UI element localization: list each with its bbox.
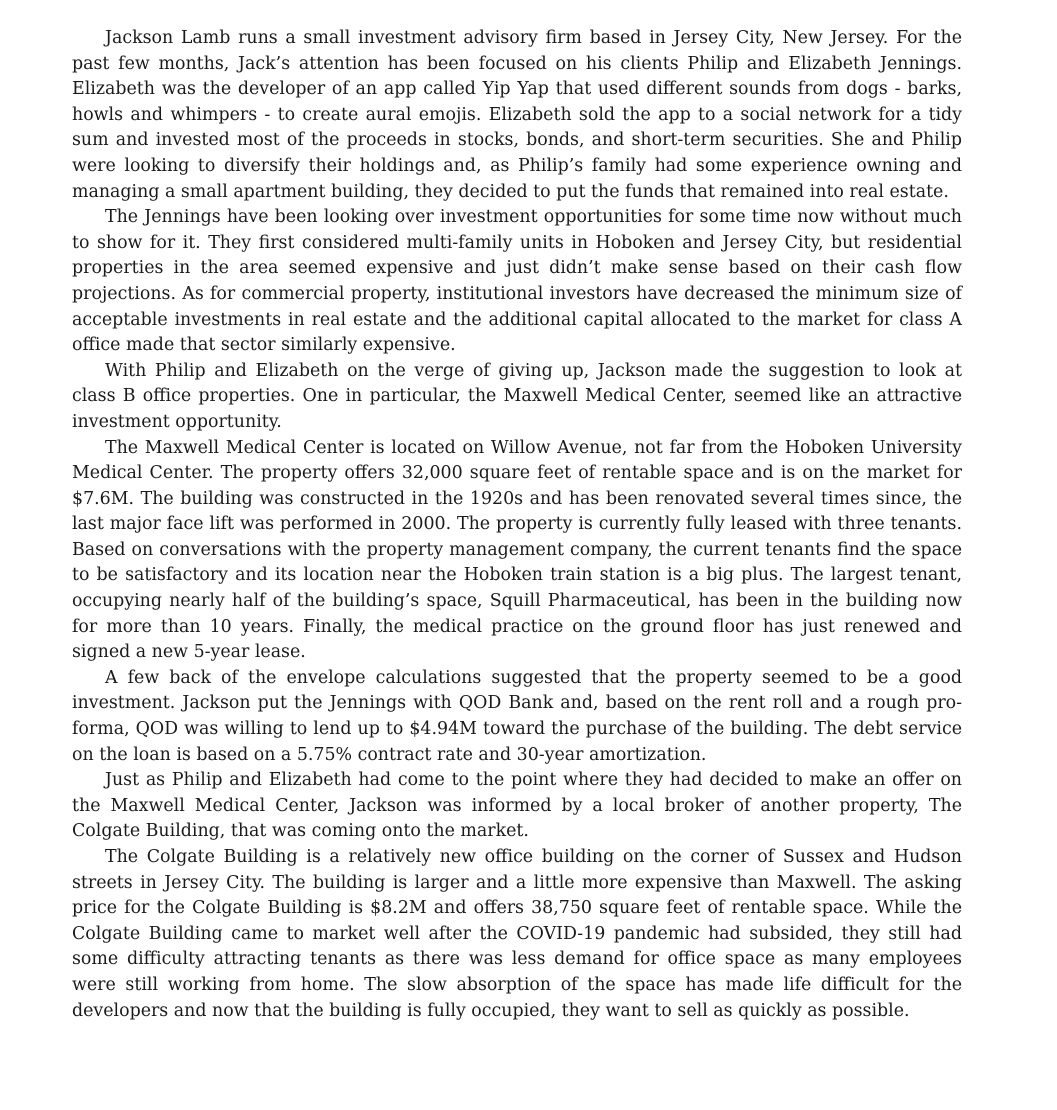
paragraph: A few back of the envelope calculations suggested that the property seemed to be a good investment. Jackson put the Jennings with QOD Bank and, based on the rent roll and a rough pro-forma, QOD was willing to lend up to $4.94M toward the purchase of the building. The debt service on the loan is based on a 5.75% contract rate and 30-year amortization. (72, 667, 962, 765)
paragraph: Just as Philip and Elizabeth had come to the point where they had decided to make an offer on the Maxwell Medical Center, Jackson was informed by a local broker of another property, The Colgate Building, that was coming onto the market. (72, 770, 962, 842)
paragraph: The Jennings have been looking over investment opportunities for some time now without much to show for it. They first considered multi-family units in Hoboken and Jersey City, but residential properties in the area seemed expensive and just didn’t make sense based on their cash flow projections. As for commercial property, institutional investors have decreased the minimum size of acceptable investments in real estate and the additional capital allocated to the market for class A office made that sector similarly expensive. (72, 207, 962, 356)
paragraph: Jackson Lamb runs a small investment advisory firm based in Jersey City, New Jersey. For the past few months, Jack’s attention has been focused on his clients Philip and Elizabeth Jennings. Elizabeth was the developer of an app called Yip Yap that used different sounds from dogs - barks, howls and whimpers - to create aural emojis. Elizabeth sold the app to a social network for a tidy sum and invested most of the proceeds in stocks, bonds, and short-term securities. She and Philip were looking to diversify their holdings and, as Philip’s family had some experience owning and managing a small apartment building, they decided to put the funds that remained into real estate. (72, 28, 962, 202)
paragraph: With Philip and Elizabeth on the verge of giving up, Jackson made the suggestion to look at class B office properties. One in particular, the Maxwell Medical Center, seemed like an attractive investment opportunity. (72, 360, 962, 432)
document-body (72, 26, 962, 1024)
paragraph: The Colgate Building is a relatively new office building on the corner of Sussex and Hudson streets in Jersey City. The building is larger and a little more expensive than Maxwell. The asking price for the Colgate Building is $8.2M and offers 38,750 square feet of rentable space. While the Colgate Building came to market well after the COVID-19 pandemic had subsided, they still had some difficulty attracting tenants as there was less demand for office space as many employees were still working from home. The slow absorption of the space has made life difficult for the developers and now that the building is fully occupied, they want to sell as quickly as possible. (72, 847, 962, 1021)
paragraph: The Maxwell Medical Center is located on Willow Avenue, not far from the Hoboken University Medical Center. The property offers 32,000 square feet of rentable space and is on the market for $7.6M. The building was constructed in the 1920s and has been renovated several times since, the last major face lift was performed in 2000. The property is currently fully leased with three tenants. Based on conversations with the property management company, the current tenants find the space to be satisfactory and its location near the Hoboken train station is a big plus. The largest tenant, occupying nearly half of the building’s space, Squill Pharmaceutical, has been in the building now for more than 10 years. Finally, the medical practice on the ground floor has just renewed and signed a new 5-year lease. (72, 437, 962, 663)
